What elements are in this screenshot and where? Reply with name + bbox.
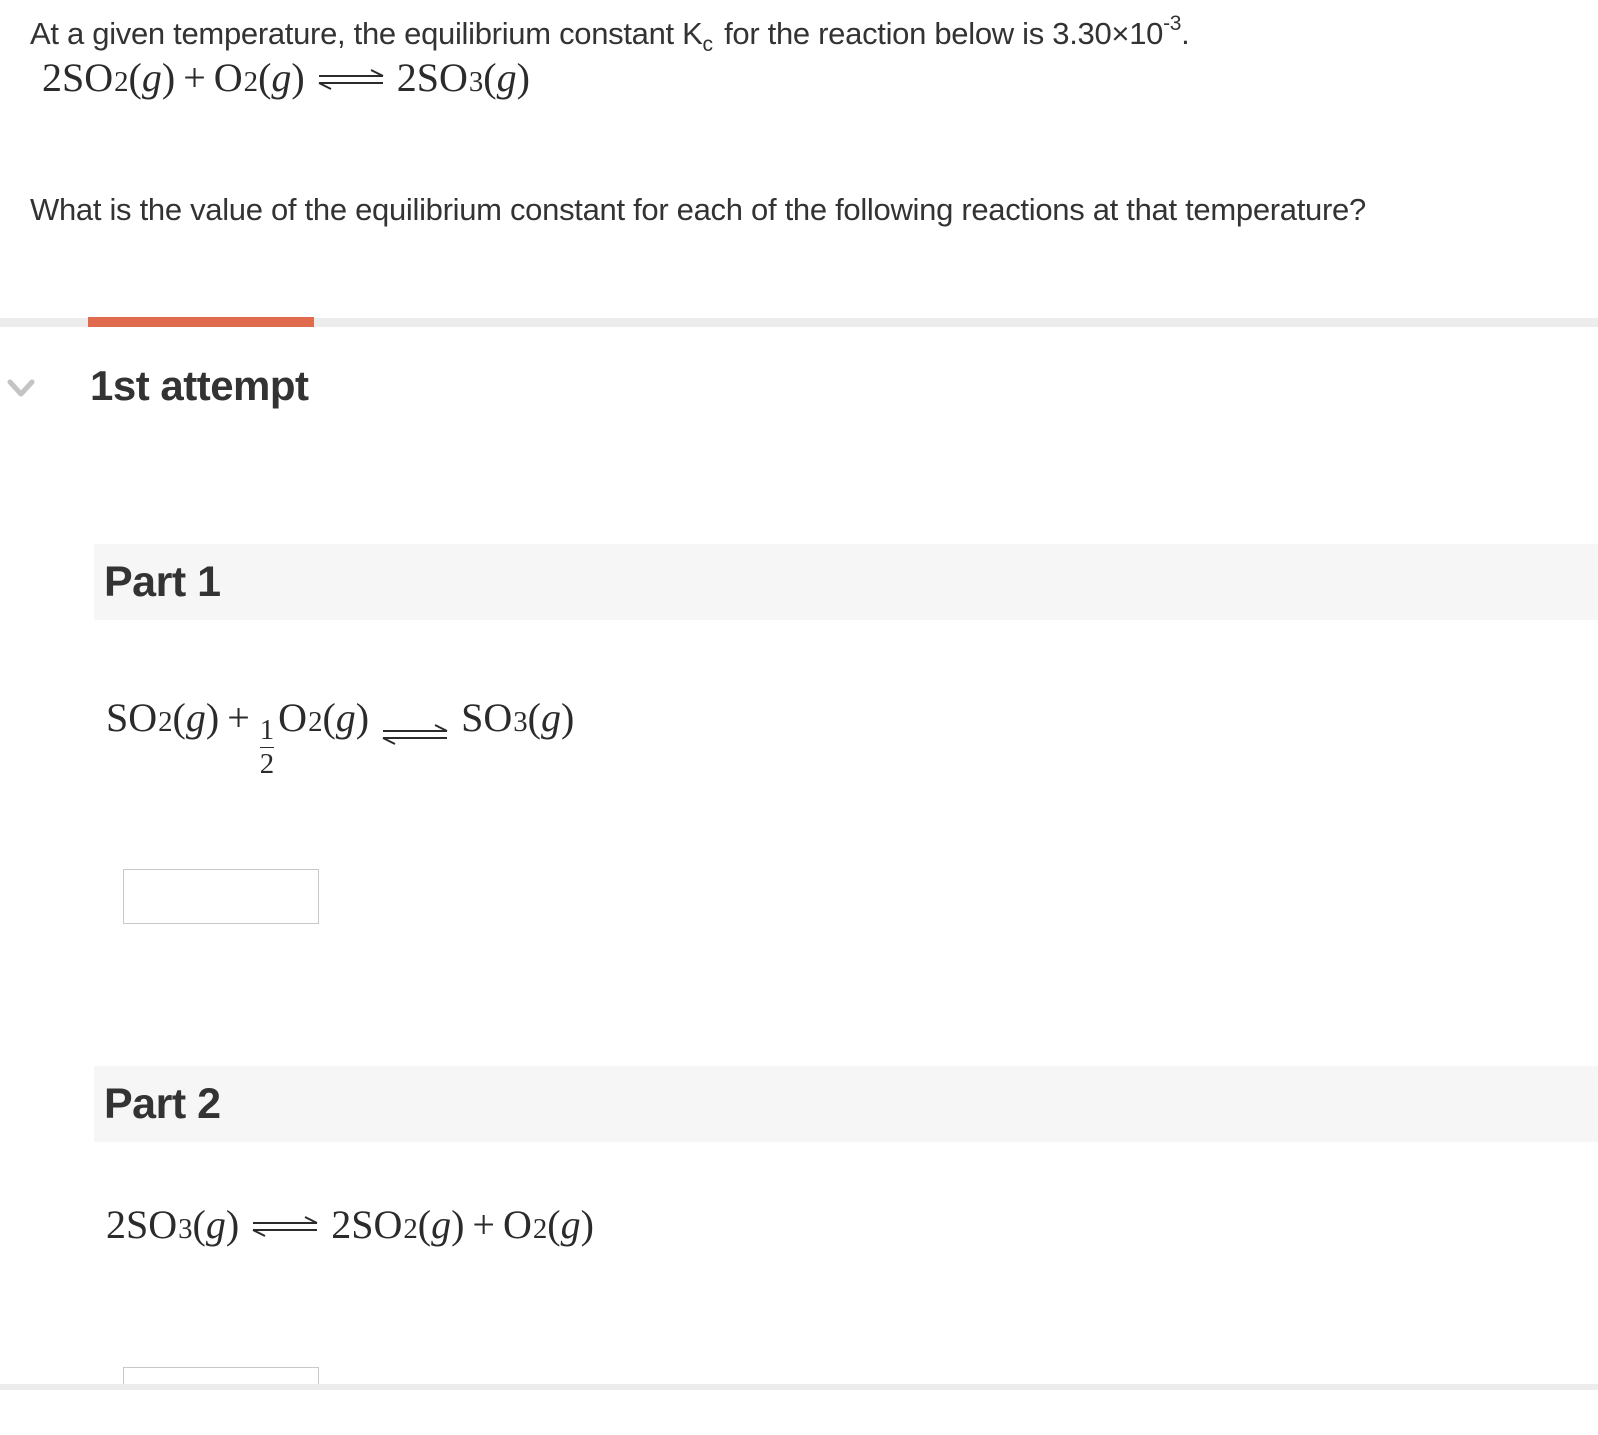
coefficient: 2 bbox=[106, 1202, 126, 1247]
plus-sign: + bbox=[183, 55, 206, 100]
state-symbol: g bbox=[335, 695, 356, 740]
state-open-paren: ( bbox=[192, 1202, 206, 1247]
state-symbol: g bbox=[205, 1202, 226, 1247]
state-symbol: g bbox=[431, 1202, 452, 1247]
state-open-paren: ( bbox=[258, 55, 272, 100]
formula: O bbox=[213, 55, 243, 100]
state-close-paren: ) bbox=[561, 695, 575, 740]
state-close-paren: ) bbox=[291, 55, 305, 100]
main-reaction-equation: 2 SO 2 ( g ) + O 2 ( g ) 2 SO 3 ( g ) bbox=[42, 55, 530, 100]
state-symbol: g bbox=[496, 55, 517, 100]
equilibrium-arrows-icon bbox=[251, 1201, 319, 1248]
state-close-paren: ) bbox=[205, 695, 220, 740]
formula: SO bbox=[461, 695, 513, 740]
state-open-paren: ( bbox=[128, 55, 142, 100]
attempt-tab-active-indicator[interactable] bbox=[88, 317, 314, 327]
one-half-fraction bbox=[260, 716, 274, 779]
formula: O bbox=[278, 695, 308, 740]
part-1-answer-input[interactable] bbox=[123, 869, 319, 924]
part-1-equation: SO 2 ( g ) + $\frac{1}{2}$ O 2 ( g ) SO 3 ( g ) bbox=[106, 695, 575, 781]
intro-text-value: for the reaction below is 3.30×10 bbox=[715, 16, 1164, 51]
state-symbol: g bbox=[185, 695, 206, 740]
part-2-header bbox=[94, 1066, 1598, 1142]
intro-text: At a given temperature, the equilibrium constant K bbox=[30, 16, 703, 51]
part-2-title: Part 2 bbox=[104, 1080, 221, 1128]
part-2-equation: 2 SO 3 ( g ) 2 SO 2 ( g ) + O 2 ( g ) bbox=[106, 1202, 594, 1247]
formula: SO bbox=[416, 55, 468, 100]
coefficient: 2 bbox=[42, 55, 62, 100]
kc-subscript: c bbox=[702, 33, 713, 56]
plus-sign: + bbox=[227, 695, 250, 740]
state-open-paren: ( bbox=[172, 695, 186, 740]
state-open-paren: ( bbox=[417, 1202, 432, 1247]
state-open-paren: ( bbox=[322, 695, 336, 740]
state-close-paren: ) bbox=[580, 1202, 594, 1247]
state-close-paren: ) bbox=[225, 1202, 240, 1247]
part-1-header bbox=[94, 544, 1598, 620]
equilibrium-arrows-icon bbox=[317, 54, 385, 101]
plus-sign: + bbox=[472, 1202, 495, 1247]
page-bottom-area bbox=[0, 1390, 1598, 1435]
state-close-paren: ) bbox=[355, 695, 370, 740]
state-close-paren: ) bbox=[161, 55, 176, 100]
state-symbol: g bbox=[141, 55, 162, 100]
fraction-denominator: 2 bbox=[259, 748, 275, 781]
state-open-paren: ( bbox=[527, 695, 541, 740]
chevron-down-icon[interactable] bbox=[5, 374, 37, 402]
state-symbol: g bbox=[271, 55, 292, 100]
equilibrium-arrows-icon bbox=[381, 709, 449, 756]
state-open-paren: ( bbox=[483, 55, 497, 100]
attempt-title[interactable]: 1st attempt bbox=[90, 362, 309, 409]
formula: SO bbox=[126, 1202, 178, 1247]
state-close-paren: ) bbox=[451, 1202, 465, 1247]
exponent: -3 bbox=[1163, 12, 1182, 35]
formula: SO bbox=[351, 1202, 403, 1247]
formula: SO bbox=[106, 695, 158, 740]
intro-period: . bbox=[1181, 16, 1190, 51]
fraction-numerator: 1 bbox=[259, 714, 275, 747]
state-symbol: g bbox=[541, 695, 561, 740]
coefficient: 2 bbox=[331, 1202, 352, 1247]
formula: SO bbox=[62, 55, 114, 100]
coefficient: 2 bbox=[396, 55, 417, 100]
question-text: What is the value of the equilibrium constant for each of the following reactions at that temperature? bbox=[30, 192, 1366, 227]
formula: O bbox=[502, 1202, 532, 1247]
state-symbol: g bbox=[560, 1202, 581, 1247]
state-open-paren: ( bbox=[547, 1202, 561, 1247]
part-1-title: Part 1 bbox=[104, 558, 221, 606]
state-close-paren: ) bbox=[516, 55, 530, 100]
